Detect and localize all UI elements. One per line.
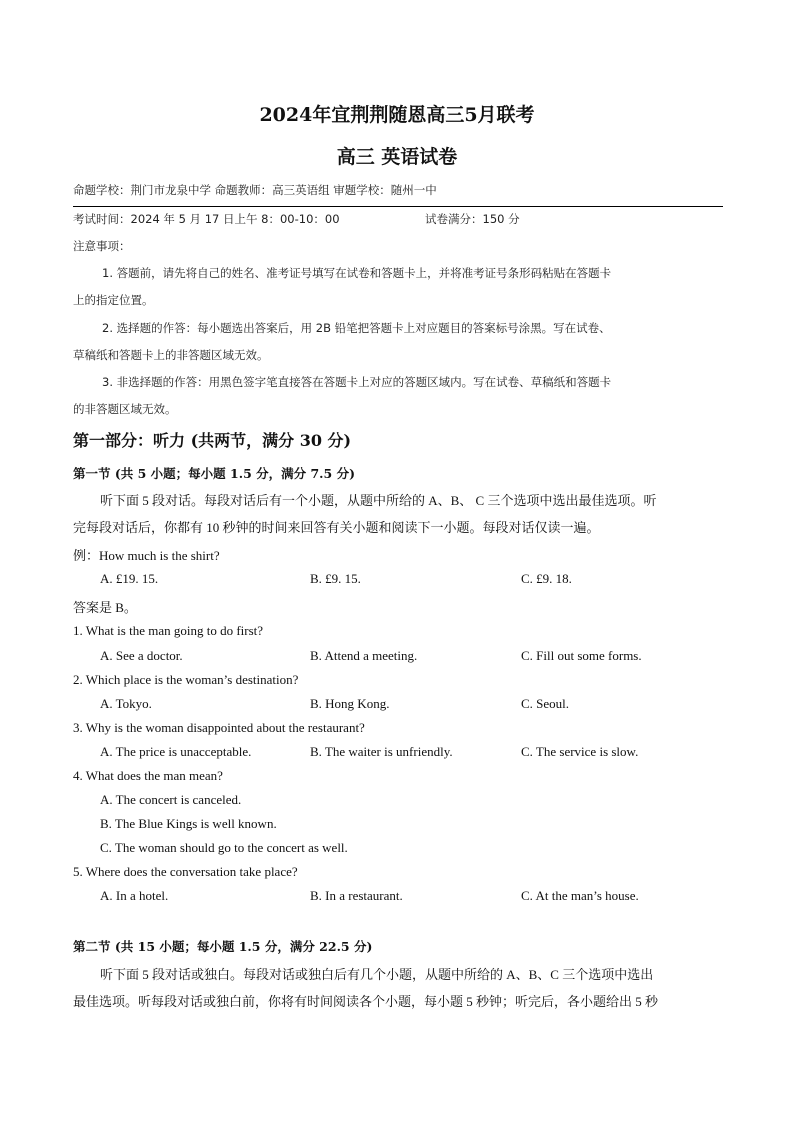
question-5: 5. Where does the conversation take place? bbox=[73, 864, 298, 879]
notes-heading: 注意事项： bbox=[73, 239, 131, 253]
example-question: 例：How much is the shirt? bbox=[73, 548, 220, 563]
exam-title: 2024年宜荆荆随恩高三5月联考 bbox=[259, 104, 535, 126]
question-1: 1. What is the man going to do first? bbox=[73, 623, 264, 638]
q1-option-a: A. See a doctor. bbox=[100, 648, 183, 663]
q5-option-c: C. At the man’s house. bbox=[521, 888, 639, 903]
q3-option-a: A. The price is unacceptable. bbox=[100, 744, 252, 759]
q4-option-b: B. The Blue Kings is well known. bbox=[100, 816, 277, 831]
q4-option-a: A. The concert is canceled. bbox=[100, 792, 242, 807]
q2-option-c: C. Seoul. bbox=[521, 696, 570, 711]
note-3-line-1: 3. 非选择题的作答：用黑色签字笔直接答在答题卡上对应的答题区域内。写在试卷、草稿纸和答题卡 bbox=[102, 375, 612, 389]
header-rule bbox=[73, 206, 723, 207]
example-answer: 答案是 B。 bbox=[73, 600, 137, 615]
section1-instructions-line-2: 完每段对话后，你都有 10 秒钟的时间来回答有关小题和阅读下一小题。每段对话仅读一遍。 bbox=[73, 520, 600, 535]
exam-subtitle: 高三 英语试卷 bbox=[336, 146, 458, 168]
section2-heading: 第二节 (共 15 小题；每小题 1.5 分，满分 22.5 分) bbox=[73, 939, 373, 954]
q3-option-c: C. The service is slow. bbox=[521, 744, 639, 759]
note-2-line-2: 草稿纸和答题卡上的非答题区域无效。 bbox=[73, 348, 269, 362]
question-4: 4. What does the man mean? bbox=[73, 768, 223, 783]
q5-option-b: B. In a restaurant. bbox=[310, 888, 403, 903]
exam-authors-line: 命题学校：荆门市龙泉中学 命题教师：高三英语组 审题学校：随州一中 bbox=[73, 183, 437, 197]
question-2: 2. Which place is the woman’s destination? bbox=[73, 672, 299, 687]
exam-time: 考试时间：2024 年 5 月 17 日上午 8：00-10：00 bbox=[73, 212, 340, 226]
section1-heading: 第一节 (共 5 小题；每小题 1.5 分，满分 7.5 分) bbox=[73, 466, 355, 481]
q4-option-c: C. The woman should go to the concert as well. bbox=[100, 840, 348, 855]
note-1-line-2: 上的指定位置。 bbox=[73, 293, 154, 307]
part1-heading: 第一部分：听力 (共两节，满分 30 分) bbox=[73, 431, 352, 450]
note-2-line-1: 2. 选择题的作答：每小题选出答案后，用 2B 铅笔把答题卡上对应题目的答案标号涂黑。写在试卷、 bbox=[102, 321, 611, 335]
note-3-line-2: 的非答题区域无效。 bbox=[73, 402, 177, 416]
example-option-c: C. £9. 18. bbox=[521, 571, 572, 586]
q1-option-c: C. Fill out some forms. bbox=[521, 648, 642, 663]
note-1-line-1: 1. 答题前，请先将自己的姓名、准考证号填写在试卷和答题卡上，并将准考证号条形码粘贴在答题卡 bbox=[102, 266, 612, 280]
full-score: 试卷满分：150 分 bbox=[425, 212, 520, 226]
q1-option-b: B. Attend a meeting. bbox=[310, 648, 418, 663]
section2-instructions-line-1: 听下面 5 段对话或独白。每段对话或独白后有几个小题，从题中所给的 A、B、C 三个选项中选出 bbox=[100, 967, 654, 982]
q3-option-b: B. The waiter is unfriendly. bbox=[310, 744, 453, 759]
example-option-a: A. £19. 15. bbox=[100, 571, 159, 586]
question-3: 3. Why is the woman disappointed about the restaurant? bbox=[73, 720, 365, 735]
q2-option-b: B. Hong Kong. bbox=[310, 696, 390, 711]
section2-instructions-line-2: 最佳选项。听每段对话或独白前，你将有时间阅读各个小题，每小题 5 秒钟；听完后，各小题给出 5 秒 bbox=[73, 994, 659, 1009]
q2-option-a: A. Tokyo. bbox=[100, 696, 152, 711]
section1-instructions-line-1: 听下面 5 段对话。每段对话后有一个小题，从题中所给的 A、B、 C 三个选项中选出最佳选项。听 bbox=[100, 493, 657, 508]
q5-option-a: A. In a hotel. bbox=[100, 888, 169, 903]
example-option-b: B. £9. 15. bbox=[310, 571, 361, 586]
